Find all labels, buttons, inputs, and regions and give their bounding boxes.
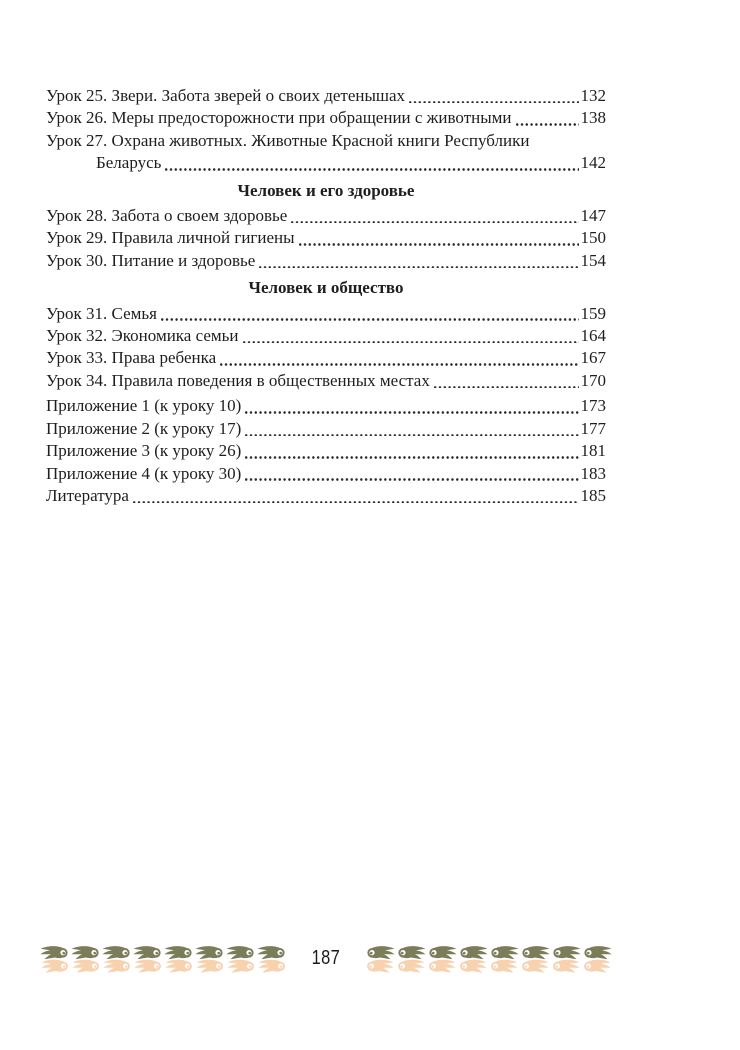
toc-entry [46, 130, 606, 152]
toc-entry [46, 107, 606, 129]
entry-page-number: 185 [580, 485, 606, 505]
toc-entry [46, 463, 606, 485]
entry-continuation-text: Беларусь [96, 153, 162, 173]
wave-swirl-motif-icon [426, 945, 457, 975]
entry-page-number: 142 [580, 153, 606, 173]
page-number: 187 [311, 946, 341, 969]
toc-section [46, 180, 606, 273]
wave-swirl-motif-icon [581, 945, 612, 975]
toc-section [46, 85, 606, 175]
wave-swirl-motif-icon [133, 945, 164, 975]
wave-swirl-motif-icon [488, 945, 519, 975]
toc-entry [46, 303, 606, 325]
entry-title: Литература [46, 485, 129, 505]
toc-section [46, 277, 606, 392]
toc-entry [46, 485, 606, 507]
entry-page-number: 150 [580, 228, 606, 248]
wave-swirl-motif-icon [364, 945, 395, 975]
entry-title: Приложение 1 (к уроку 10) [46, 396, 242, 416]
entry-title: Приложение 2 (к уроку 17) [46, 418, 242, 438]
section-heading: Человек и его здоровье [237, 180, 415, 200]
wave-swirl-motif-icon [550, 945, 581, 975]
entry-page-number: 164 [580, 326, 606, 346]
dot-leader [220, 347, 578, 369]
entry-title: Приложение 4 (к уроку 30) [46, 463, 242, 483]
entry-page-number: 173 [580, 396, 606, 416]
dot-leader [434, 370, 579, 392]
wave-swirl-motif-icon [164, 945, 195, 975]
dot-leader [245, 463, 578, 485]
dot-leader [409, 85, 578, 107]
dot-leader [291, 205, 578, 227]
entry-page-number: 132 [580, 86, 606, 105]
dot-leader [165, 152, 578, 174]
wave-swirl-motif-icon [395, 945, 426, 975]
table-of-contents [46, 85, 606, 507]
section-heading: Человек и общество [248, 278, 404, 298]
ornament-strip-right [364, 945, 612, 975]
wave-swirl-motif-icon [102, 945, 133, 975]
dot-leader [133, 485, 579, 507]
dot-leader [161, 303, 579, 325]
toc-section [46, 395, 606, 507]
entry-title: Урок 30. Питание и здоровье [46, 250, 256, 270]
wave-swirl-motif-icon [226, 945, 257, 975]
toc-entry [46, 205, 606, 227]
entry-page-number: 167 [580, 348, 606, 368]
entry-page-number: 181 [580, 441, 606, 461]
entry-page-number: 170 [580, 370, 606, 390]
ornament-strip-left [40, 945, 288, 975]
entry-page-number: 138 [580, 108, 606, 128]
wave-swirl-motif-icon [519, 945, 550, 975]
dot-leader [243, 325, 579, 347]
dot-leader [299, 227, 579, 249]
wave-swirl-motif-icon [257, 945, 288, 975]
toc-entry [46, 85, 606, 107]
entry-title: Урок 25. Звери. Забота зверей о своих детенышах [46, 86, 406, 105]
entry-title: Урок 33. Права ребенка [46, 348, 217, 368]
toc-entry [46, 347, 606, 369]
dot-leader [245, 395, 578, 417]
entry-title: Урок 26. Меры предосторожности при обращении с животными [46, 108, 512, 128]
toc-entry [46, 227, 606, 249]
wave-swirl-motif-icon [457, 945, 488, 975]
dot-leader [245, 418, 578, 440]
toc-entry [46, 418, 606, 440]
toc-entry [46, 440, 606, 462]
dot-leader [259, 250, 578, 272]
toc-entry-continuation [46, 152, 606, 174]
wave-swirl-motif-icon [71, 945, 102, 975]
entry-title: Урок 31. Семья [46, 303, 157, 323]
entry-page-number: 154 [580, 250, 606, 270]
entry-title: Урок 32. Экономика семьи [46, 326, 239, 346]
entry-title: Урок 28. Забота о своем здоровье [46, 206, 288, 226]
entry-title: Урок 29. Правила личной гигиены [46, 228, 295, 248]
entry-title: Приложение 3 (к уроку 26) [46, 441, 242, 461]
entry-title: Урок 27. Охрана животных. Животные Красной книги Республики [46, 130, 530, 150]
entry-page-number: 177 [580, 418, 606, 438]
entry-page-number: 147 [580, 206, 606, 226]
entry-title: Урок 34. Правила поведения в общественных местах [46, 370, 430, 390]
dot-leader [245, 440, 578, 462]
wave-swirl-motif-icon [195, 945, 226, 975]
entry-page-number: 159 [580, 303, 606, 323]
dot-leader [516, 107, 579, 129]
wave-swirl-motif-icon [40, 945, 71, 975]
toc-entry [46, 370, 606, 392]
toc-entry [46, 250, 606, 272]
entry-page-number: 183 [580, 463, 606, 483]
toc-entry [46, 395, 606, 417]
toc-entry [46, 325, 606, 347]
page-footer [46, 944, 606, 976]
